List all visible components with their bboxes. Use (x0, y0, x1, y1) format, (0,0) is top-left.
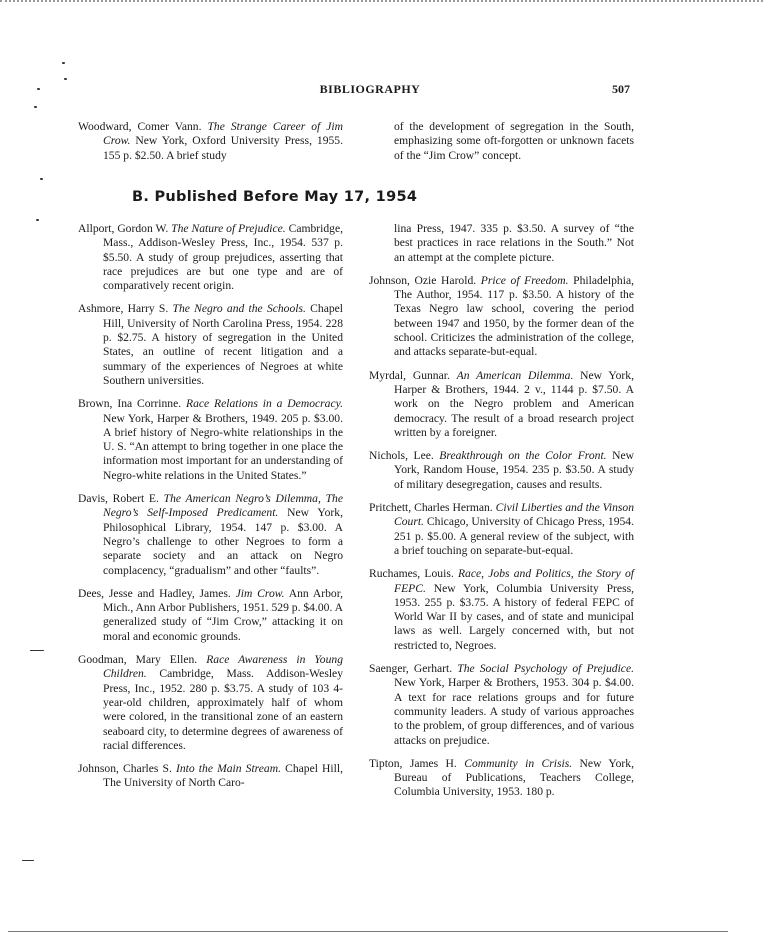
right-column (369, 222, 634, 800)
top-entry-right (369, 120, 634, 163)
page-number: 507 (612, 82, 630, 96)
entry-title: Breakthrough on the Color Front. (439, 449, 607, 463)
entry-details: New York, Harper & Brothers, 1949. 205 p. $3.00. A brief history of Negro-white relationships in the U. S. “An attempt to bring together in one place the information most important for an understanding of Negro-white relations in the United States.” (103, 411, 343, 482)
entry-details: New York, Bureau of Publications, Teachers College, Columbia University, 1953. 180 p. (394, 756, 634, 799)
entry-title: Community in Crisis. (464, 756, 573, 770)
entry-author: Ruchames, Louis. (369, 567, 458, 581)
bibliography-entry (78, 222, 343, 293)
entry-title: Race Relations in a Democracy. (186, 397, 343, 411)
entry-title: Race, Jobs and Politics, the Story of FEPC. (394, 567, 634, 595)
scan-speck (30, 650, 44, 651)
bibliography-entry (78, 302, 343, 388)
entry-title: The American Negro’s Dilemma, The Negro’s Self-Imposed Predicament. (103, 492, 343, 520)
entry-author: Nichols, Lee. (369, 449, 440, 463)
bibliography-entry (369, 567, 634, 653)
entry-details: New York, Harper & Brothers, 1953. 304 p. $4.00. A text for race relations groups and for future community leaders. A study of various approaches to the problem, of group differences, and of various attacks on prejudice. (394, 676, 634, 747)
entry-title: The Nature of Prejudice. (171, 222, 286, 235)
entry-author: Allport, Gordon W. (78, 222, 172, 235)
entry-details: Philadelphia, The Author, 1954. 117 p. $3.50. A history of the Texas Negro law school, covering the period between 1947 and 1950, by the former dean of the school. Criticizes the administration of the college, and attacks separate-but-equal. (394, 273, 634, 359)
entry-details: New York, Columbia University Press, 1953. 255 p. $3.75. A history of federal FEPC of World War II by cases, and of state and municipal laws as well. Largely concerned with, but not restricted to, Negroes. (394, 581, 634, 652)
entry-title: The Negro and the Schools. (172, 302, 306, 316)
entry-author: Goodman, Mary Ellen. (78, 653, 207, 667)
entry-title: Price of Freedom. (480, 273, 569, 287)
bibliography-entry: Woodward, Comer Vann. The Strange Career of Jim Crow. New York, Oxford University Press, 1955. 155 p. $2.50. A brief study (78, 120, 343, 162)
entry-author: Johnson, Charles S. (78, 762, 177, 776)
entry-details: Chicago, University of Chicago Press, 1954. 251 p. $5.00. A general review of the subject, with a brief touching on separate-but-equal. (394, 515, 634, 557)
entry-title: Race Awareness in Young Children. (103, 653, 343, 681)
entry-details: Ann Arbor, Mich., Ann Arbor Publishers, 1951. 529 p. $4.00. A generalized study of “Jim Crow,” attacking it on moral and economic grounds. (103, 586, 343, 643)
entry-details: New York, Harper & Brothers, 1944. 2 v., 1144 p. $7.50. A work on the Negro problem and American democracy. The result of a broad research project written by a foreigner. (394, 368, 634, 439)
entry-details: New York, Random House, 1954. 235 p. $3.50. A study of military desegregation, causes and results. (394, 449, 635, 491)
entry-author: Pritchett, Charles Herman. (369, 501, 496, 515)
bibliography-entry (369, 662, 634, 748)
bibliography-entry (369, 501, 634, 558)
entry-details: New York, Philosophical Library, 1954. 147 p. $3.00. A Negro’s challenge to other Negroes to form a separate society and an attack on Negro complacency, “gradualism” and other “faults”. (103, 506, 343, 577)
entry-title: Into the Main Stream. (176, 762, 281, 776)
bibliography-entry (78, 653, 343, 753)
bibliography-entry-continuation: lina Press, 1947. 335 p. $3.50. A survey of “the best practices in race relations in the South.” Not an attempt at the complete picture. (394, 222, 634, 264)
entry-title: Civil Liberties and the Vinson Court. (394, 501, 634, 529)
entry-title: The Social Psychology of Prejudice. (457, 662, 634, 676)
entry-author: Davis, Robert E. (78, 492, 164, 506)
bibliography-entry (78, 587, 343, 644)
scan-speck (40, 178, 43, 180)
entry-details: Chapel Hill, The University of North Caro- (103, 762, 343, 790)
entry-author: Saenger, Gerhart. (369, 662, 458, 676)
bibliography-entry (78, 492, 343, 578)
running-header (0, 82, 763, 100)
scan-speck (34, 106, 37, 108)
entry-author: Tipton, James H. (369, 756, 465, 770)
scan-speck (64, 78, 67, 80)
bibliography-entry (78, 762, 343, 791)
top-entry-left (78, 120, 343, 163)
entry-details: Cambridge, Mass. Addison-Wesley Press, Inc., 1952. 280 p. $3.75. A study of 103 4-year-old children, approximately half of whom were colored, in the transitional zone of an eastern seaboard city, to determine degrees of awareness of racial differences. (103, 667, 343, 752)
scan-top-edge (0, 0, 763, 6)
entry-author: Ashmore, Harry S. (78, 302, 173, 316)
bibliography-entry (369, 369, 634, 440)
scan-bottom-edge (8, 931, 728, 932)
entry-title: An American Dilemma. (456, 368, 574, 382)
bibliography-entry-continuation: of the development of segregation in the South, emphasizing some oft-forgotten or unknown facets of the “Jim Crow” concept. (394, 120, 634, 162)
bibliography-entry (78, 397, 343, 483)
entry-details: Chapel Hill, University of North Carolina Press, 1954. 228 p. $2.75. A history of segregation in the United States, an outline of recent litigation and a summary of the experiences of Negroes at white Southern universities. (103, 302, 343, 387)
bibliography-entry (369, 449, 634, 492)
entry-author: Brown, Ina Corrinne. (78, 397, 187, 411)
entry-author: Johnson, Ozie Harold. (369, 273, 481, 287)
entry-details: Cambridge, Mass., Addison-Wesley Press, Inc., 1954. 537 p. $5.50. A study of group prejudices, asserting that race prejudices are but one type and are of comparatively recent origin. (103, 222, 343, 293)
scan-speck (62, 62, 65, 64)
entry-author: Myrdal, Gunnar. (369, 368, 457, 382)
section-heading: B. Published Before May 17, 1954 (132, 189, 418, 205)
bibliography-entry (369, 757, 634, 800)
scan-speck (36, 219, 39, 221)
left-column (78, 222, 343, 791)
running-header-title: BIBLIOGRAPHY (319, 82, 421, 96)
entry-title: Jim Crow. (235, 586, 285, 600)
bibliography-entry (369, 274, 634, 360)
entry-author: Dees, Jesse and Hadley, James. (78, 586, 236, 600)
scan-speck (22, 860, 34, 861)
